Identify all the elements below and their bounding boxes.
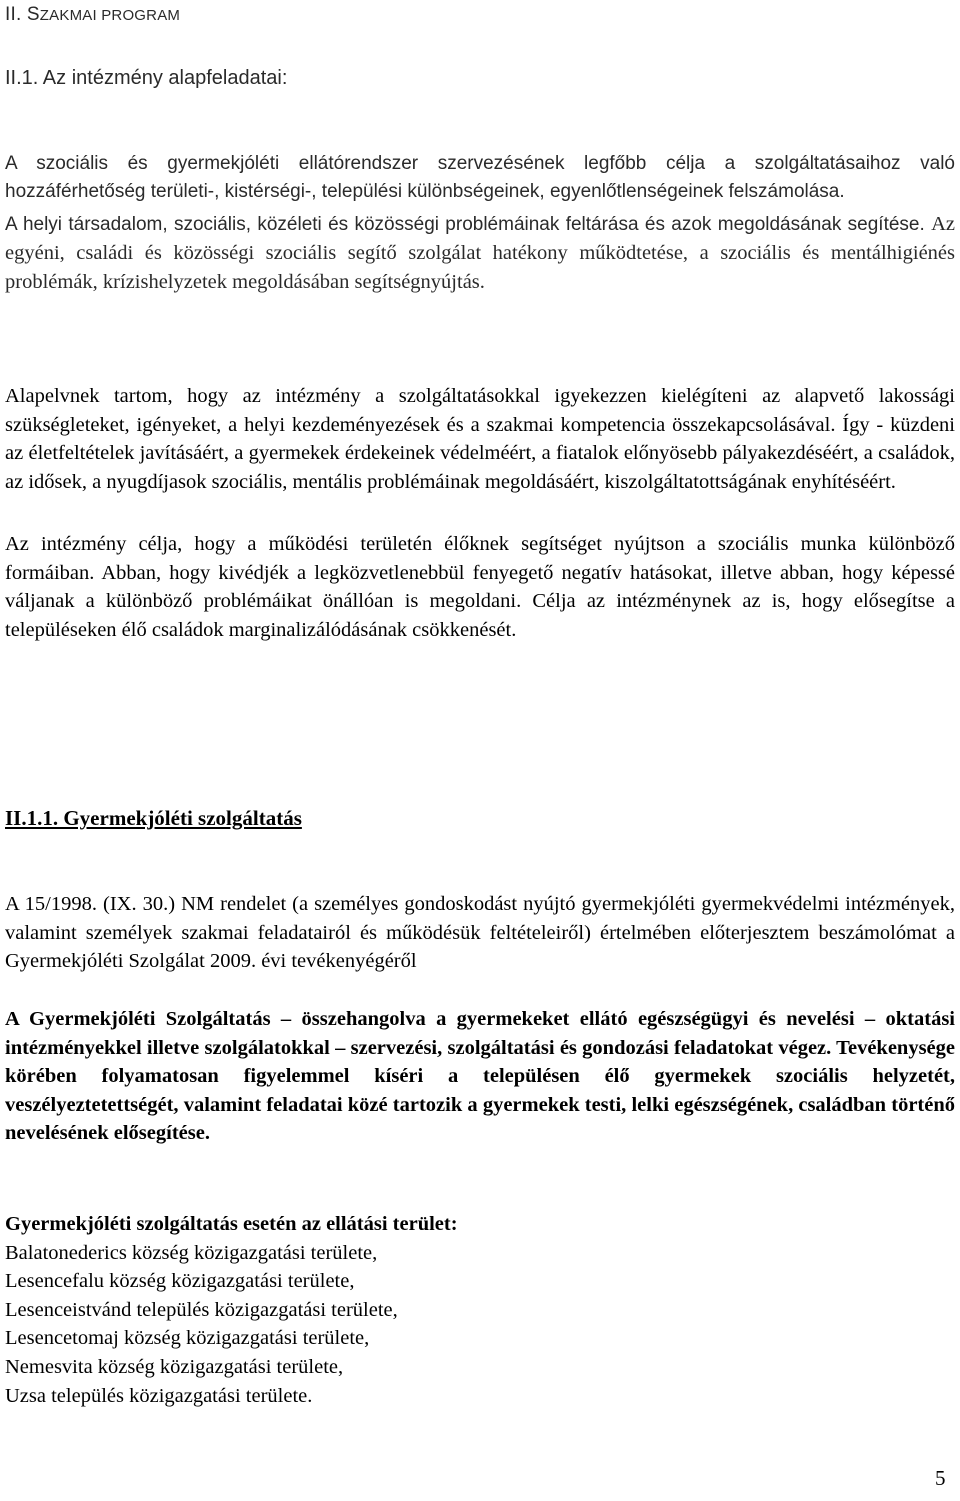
list-item: Lesenceistvánd település közigazgatási területe,	[5, 1298, 398, 1321]
paragraph-tasks-sans: A helyi társadalom, szociális, közéleti és közösségi problémáinak feltárása és azok megoldásának segítése.	[5, 214, 925, 235]
list-item: Nemesvita község közigazgatási területe,	[5, 1355, 344, 1378]
list-item: Balatonederics község közigazgatási területe,	[5, 1241, 378, 1264]
paragraph-aim: Az intézmény célja, hogy a működési területén élőknek segítséget nyújtson a szociális munka különböző formáiban. Abban, hogy kivédjék a legközvetlenebbül fenyegető negatív hatásokat, illetve abban, hogy képessé váljanak a különböző problémáikat önállóan is megoldani. Célja az intézménynek az is, hogy elősegítse a településeken élő családok marginalizálódásának csökkenését.	[5, 533, 955, 641]
section-title: II.1. Az intézmény alapfeladatai:	[5, 67, 288, 89]
service-area-list	[5, 1210, 955, 1410]
list-item: Lesencefalu község közigazgatási területe,	[5, 1270, 355, 1293]
chapter-title-rest: ZAKMAI PROGRAM	[39, 7, 181, 24]
paragraph-principle: Alapelvnek tartom, hogy az intézmény a szolgáltatásokkal igyekezzen kielégíteni az alapvető lakossági szükségleteket, igényeket, a helyi kezdeményezések és a szakmai kompetencia összekapcsolásával. Így - küzdeni az életfeltételek javításáért, a gyermekek érdekeinek védelméért, a fiatalok előnyösebb pályakezdéséért, a családok, az idősek, a nyugdíjasok szociális, mentális problémáinak megoldásáért, kiszolgáltatottságának enyhítéséért.	[5, 385, 955, 493]
paragraph-tasks-serif: Az egyéni, családi és közösségi szociális segítő szolgálat hatékony működtetése, a szociális és mentálhigiénés problémák, krízishelyzetek megoldásában segítségnyújtás.	[5, 213, 955, 293]
chapter-number: II.	[5, 4, 22, 25]
paragraph-service-bold: A Gyermekjóléti Szolgáltatás – összehangolva a gyermekeket ellátó egészségügyi és nevelési – oktatási intézményekkel illetve szolgálatokkal – szervezési, szolgáltatási és gondozási feladatokat végez. Tevékenysége körében folyamatosan figyelemmel kíséri a településen élő gyermekek szociális helyzetét, veszélyeztetettségét, valamint feladatai közé tartozik a gyermekek testi, lelki egészségének, családban történő nevelésének elősegítése.	[5, 1008, 955, 1145]
service-area-heading: Gyermekjóléti szolgáltatás esetén az ellátási terület:	[5, 1213, 458, 1235]
subsection-title: II.1.1. Gyermekjóléti szolgáltatás	[5, 806, 302, 830]
paragraph-goal: A szociális és gyermekjóléti ellátórendszer szervezésének legfőbb célja a szolgáltatásaihoz való hozzáférhetőség területi-, kistérségi-, települési különbségeinek, egyenlőtlenségeinek felszámolása.	[5, 153, 955, 202]
paragraph-tasks	[5, 210, 955, 297]
chapter-title-initial: S	[26, 4, 40, 25]
page-number: 5	[935, 1466, 946, 1490]
list-item: Lesencetomaj község közigazgatási területe,	[5, 1327, 370, 1350]
list-item: Uzsa település közigazgatási területe.	[5, 1384, 313, 1407]
paragraph-regulation: A 15/1998. (IX. 30.) NM rendelet (a személyes gondoskodást nyújtó gyermekjóléti gyermekvédelmi intézmények, valamint személyek szakmai feladatairól és működésük feltételeiről) értelmében előterjesztem beszámolómat a Gyermekjóléti Szolgálat 2009. évi tevékenyégéről	[5, 893, 955, 973]
chapter-heading	[5, 2, 955, 29]
